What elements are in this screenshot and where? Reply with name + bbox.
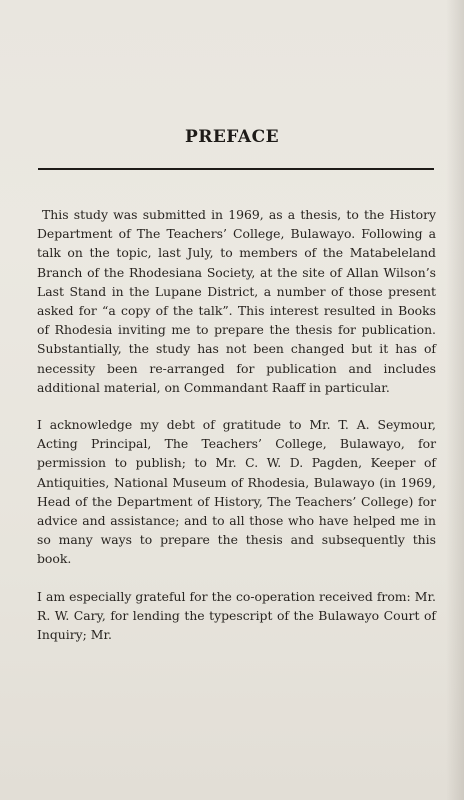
- paragraph-1: This study was submitted in 1969, as a thesis, to the History Department of The Teachers’ College, Bulawayo. Following a talk on the topic, last July, to members of the Matabeleland Branch of the Rhodesiana Society, at the site of Allan Wilson’s Last Stand in the Lupane District, a number of those present asked for “a copy of the talk”. This interest resulted in Books of Rhodesia inviting me to prepare the thesis for publication. Substantially, the study has not been changed but it has of necessity been re-arranged for publication and includes additional material, on Commandant Raaff in particular.: [37, 207, 436, 395]
- page-edge-shadow: [446, 0, 464, 800]
- paragraph-3: I am especially grateful for the co-operation received from: Mr. R. W. Cary, for lending the typescript of the Bulawayo Court of Inquiry; Mr.: [37, 588, 436, 643]
- paragraph-2: I acknowledge my debt of gratitude to Mr. T. A. Seymour, Acting Principal, The Teachers’ College, Bulawayo, for permission to publish; to Mr. C. W. D. Pagden, Keeper of Antiquities, National Museum of Rhodesia, Bulawayo (in 1969, Head of the Department of History, The Teachers’ College) for advice and assistance; and to all those who have helped me in so many ways to prepare the thesis and subsequently this book.: [37, 417, 436, 567]
- page-title: PREFACE: [184, 127, 280, 147]
- show-through-text: [40, 0, 464, 60]
- preface-body: [37, 205, 436, 662]
- title-divider: [38, 168, 434, 170]
